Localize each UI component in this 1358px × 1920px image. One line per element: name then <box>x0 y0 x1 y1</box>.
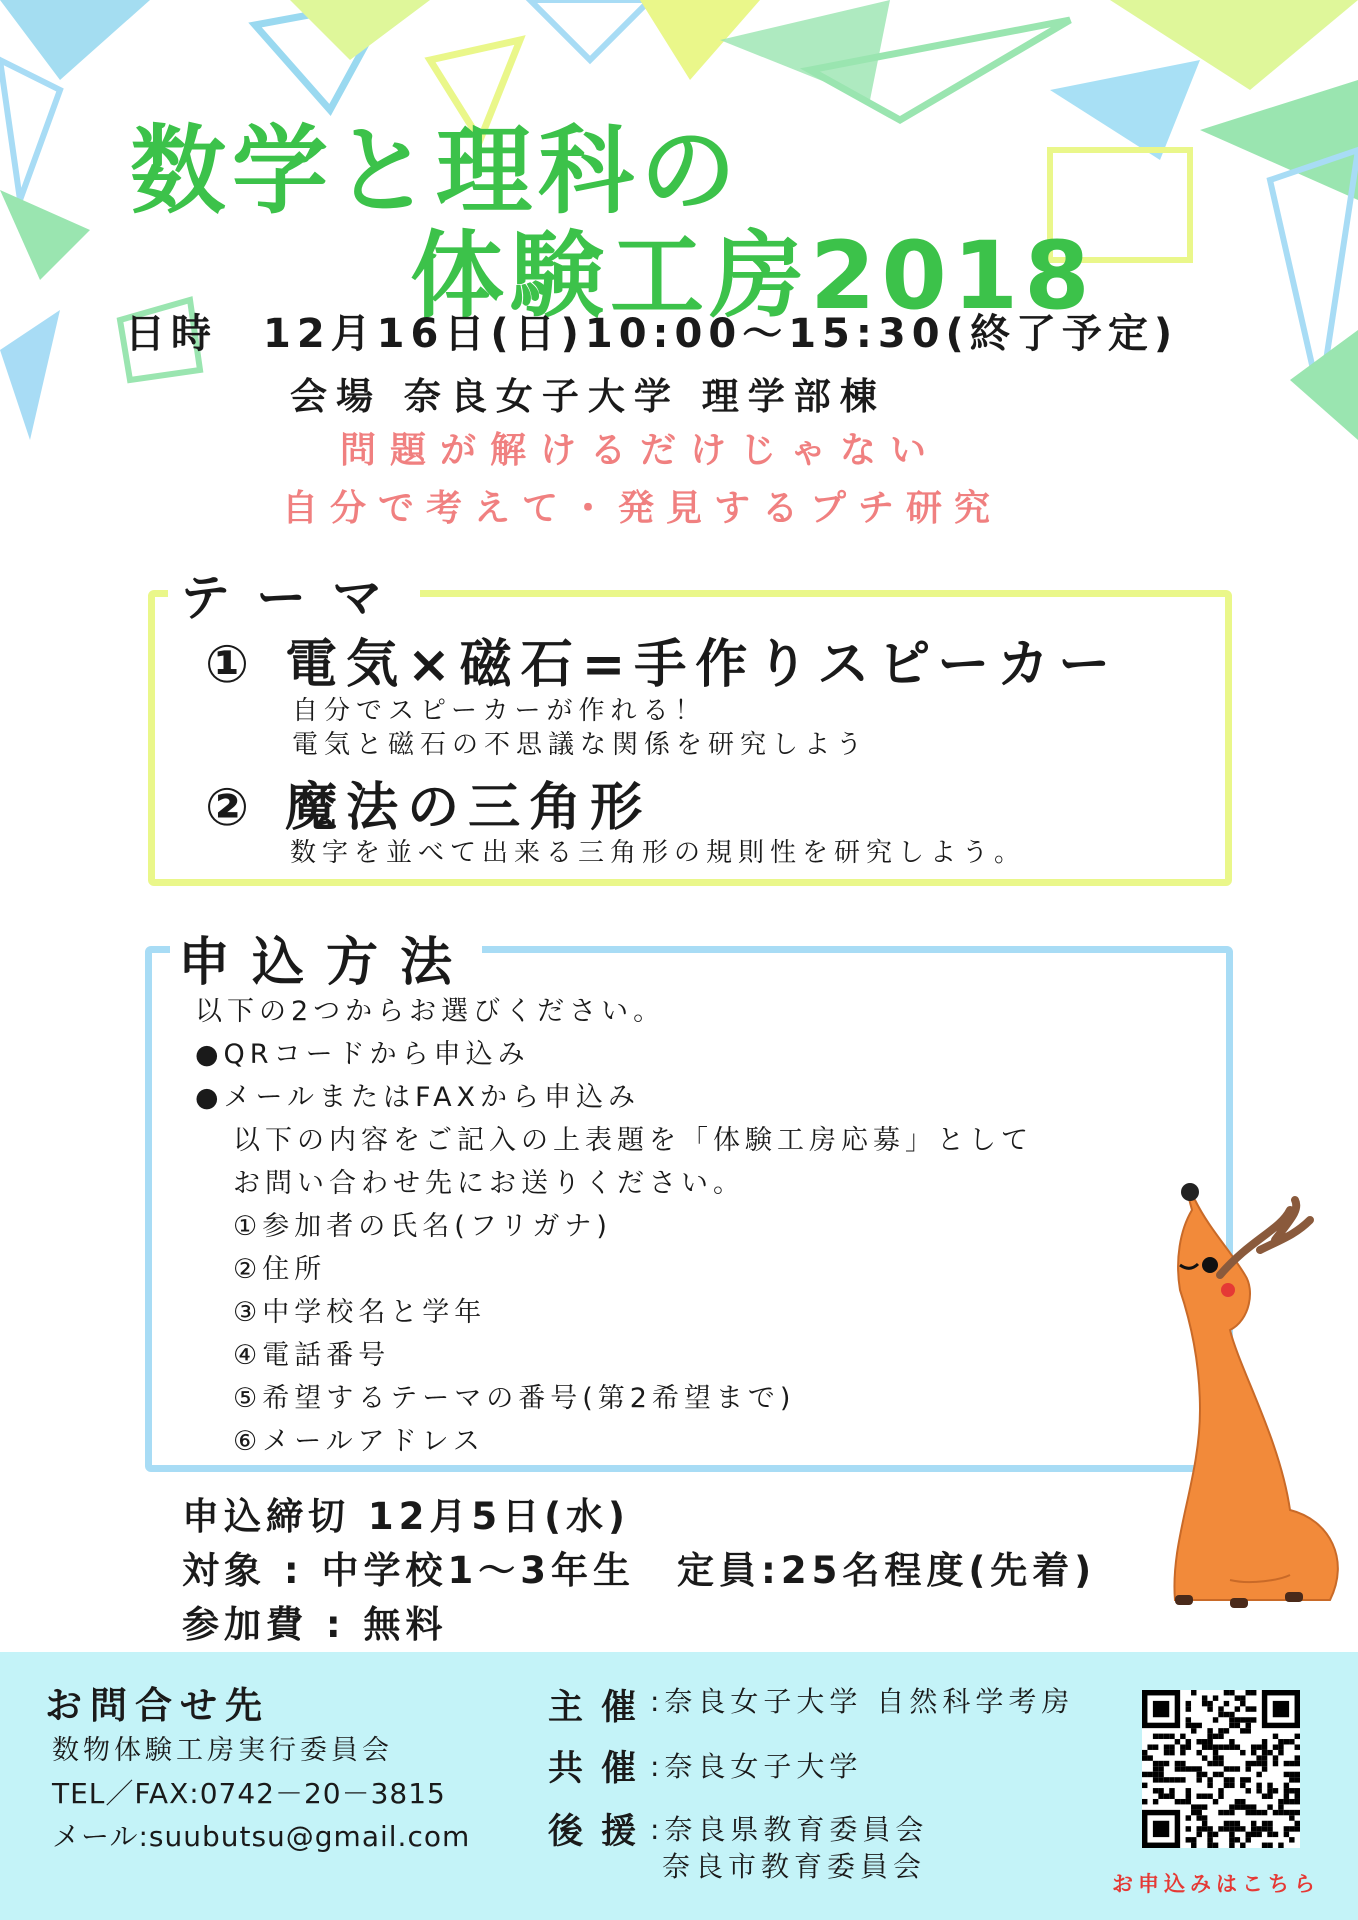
contact-tel: TEL／FAX:0742－20－3815 <box>52 1777 446 1810</box>
apply-list <box>195 990 1033 1463</box>
theme-1-line-2: 電気と磁石の不思議な関係を研究しよう <box>292 730 869 760</box>
title-line-2: 体験工房2018 <box>410 222 1096 331</box>
cohost-value: :奈良女子大学 <box>650 1750 863 1783</box>
apply-heading: 申込方法 <box>170 920 482 995</box>
apply-field: ④電話番号 <box>233 1340 391 1371</box>
host-value: :奈良女子大学 自然科学考房 <box>650 1685 1075 1718</box>
deer-mascot <box>1080 1180 1358 1660</box>
target-capacity: 対象 : 中学校1～3年生 定員:25名程度(先着) <box>182 1549 1097 1592</box>
host-label: 主催 <box>548 1688 655 1728</box>
apply-instruction-1: 以下の内容をご記入の上表題を「体験工房応募」として <box>233 1125 1033 1156</box>
apply-instruction-2: お問い合わせ先にお送りください。 <box>233 1168 745 1199</box>
support-value-2: 奈良市教育委員会 <box>662 1850 927 1883</box>
theme-2-line-1: 数字を並べて出来る三角形の規則性を研究しよう。 <box>290 838 1027 868</box>
apply-option-qr: ●QRコードから申込み <box>195 1039 530 1070</box>
qr-code-icon[interactable] <box>1142 1690 1300 1848</box>
theme-heading: テーマ <box>168 558 420 630</box>
deadline: 申込締切 12月5日(水) <box>182 1495 630 1538</box>
support-label: 後援 <box>548 1812 655 1852</box>
apply-field: ②住所 <box>233 1254 327 1285</box>
theme-2-title: ② 魔法の三角形 <box>205 778 652 838</box>
theme-1-title: ① 電気×磁石=手作りスピーカー <box>205 635 1120 695</box>
contact-org: 数物体験工房実行委員会 <box>52 1735 393 1766</box>
contact-title: お問合せ先 <box>45 1684 270 1727</box>
contact-email[interactable]: メール:suubutsu@gmail.com <box>52 1820 471 1853</box>
apply-intro: 以下の2つからお選びください。 <box>195 996 666 1027</box>
support-value-1: :奈良県教育委員会 <box>650 1813 929 1846</box>
apply-field: ⑥メールアドレス <box>233 1426 485 1457</box>
apply-field: ③中学校名と学年 <box>233 1297 487 1328</box>
event-venue: 会場 奈良女子大学 理学部棟 <box>290 375 886 418</box>
qr-note: お申込みはこちら <box>1112 1872 1320 1896</box>
theme-1-line-1: 自分でスピーカーが作れる！ <box>292 696 707 726</box>
apply-field: ⑤希望するテーマの番号(第2希望まで) <box>233 1383 796 1414</box>
tagline-1: 問題が解けるだけじゃない <box>340 430 941 471</box>
apply-field: ①参加者の氏名(フリガナ) <box>233 1211 612 1242</box>
event-datetime: 日時 12月16日(日)10:00～15:30(終了予定) <box>125 311 1179 357</box>
tagline-2: 自分で考えて・発見するプチ研究 <box>282 488 1003 529</box>
cohost-label: 共催 <box>548 1749 655 1789</box>
apply-option-mail: ●メールまたはFAXから申込み <box>195 1082 641 1113</box>
title-line-1: 数学と理科の <box>130 115 742 227</box>
fee: 参加費 : 無料 <box>182 1603 448 1646</box>
